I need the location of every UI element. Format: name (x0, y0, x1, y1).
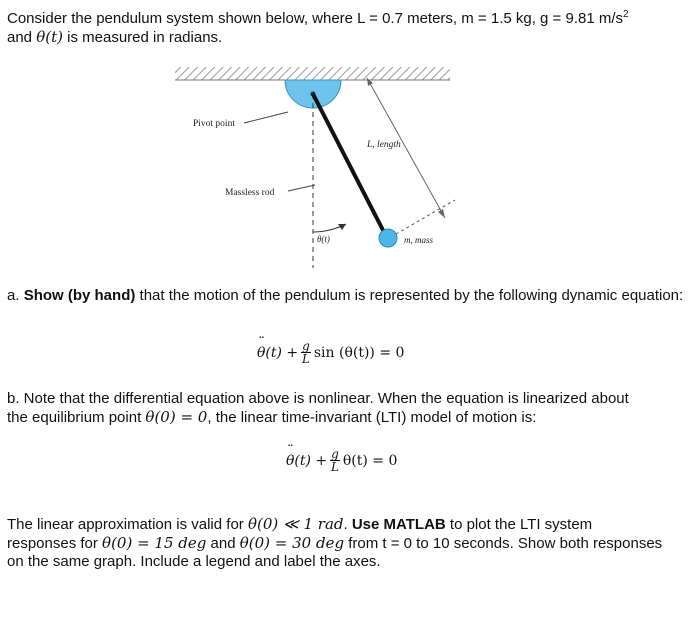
length-extension (396, 200, 455, 234)
pivot-label: Pivot point (193, 119, 235, 129)
pendulum-diagram (170, 60, 460, 275)
intro-line-1: Consider the pendulum system shown below, where L = 0.7 meters, m = 1.5 kg, g = 9.81 $m/s^2$ (7, 9, 629, 27)
length-arrow-bottom (438, 209, 445, 218)
pivot-leader (244, 112, 288, 123)
intro-text (7, 6, 687, 47)
rod-leader (288, 185, 315, 191)
nonlinear-equation: ¨ θ(t) + $\frac{g}{L}$ sin (θ(t)) = 0 (257, 340, 404, 365)
g-over-l-fraction: $\frac{g}{L}$ (302, 339, 310, 366)
g-over-l-fraction-linear: $\frac{g}{L}$ (331, 447, 339, 474)
intro-line-2: and θ(t) is measured in radians. (7, 28, 223, 46)
massless-rod (313, 94, 386, 236)
linear-equation: ¨ θ(t) + $\frac{g}{L}$ θ(t) = 0 (286, 448, 397, 473)
mass-label: m, mass (404, 235, 434, 245)
angle-label: θ(t) (317, 234, 330, 244)
part-b-text: b. Note that the differential equation above is nonlinear. When the equation is linearized about the equilibrium point θ(0) = 0, the linear time-invariant (LTI) model of motion is: (7, 390, 629, 426)
part-a-text: a. Show (by hand) that the motion of the pendulum is represented by the following dynamic equation: (7, 287, 684, 304)
ceiling-hatch (175, 67, 450, 80)
length-label: L, length (367, 140, 401, 150)
rod-label: Massless rod (225, 188, 275, 198)
mass-bob (379, 229, 397, 247)
part-c-text: The linear approximation is valid for θ(0) ≪ 1 rad. Use MATLAB to plot the LTI system responses for θ(0) = 15 deg and θ(0) = 30 deg from t = 0 to 10 seconds. Show both responses on the same graph. Include a legend and label the axes. (7, 515, 663, 570)
